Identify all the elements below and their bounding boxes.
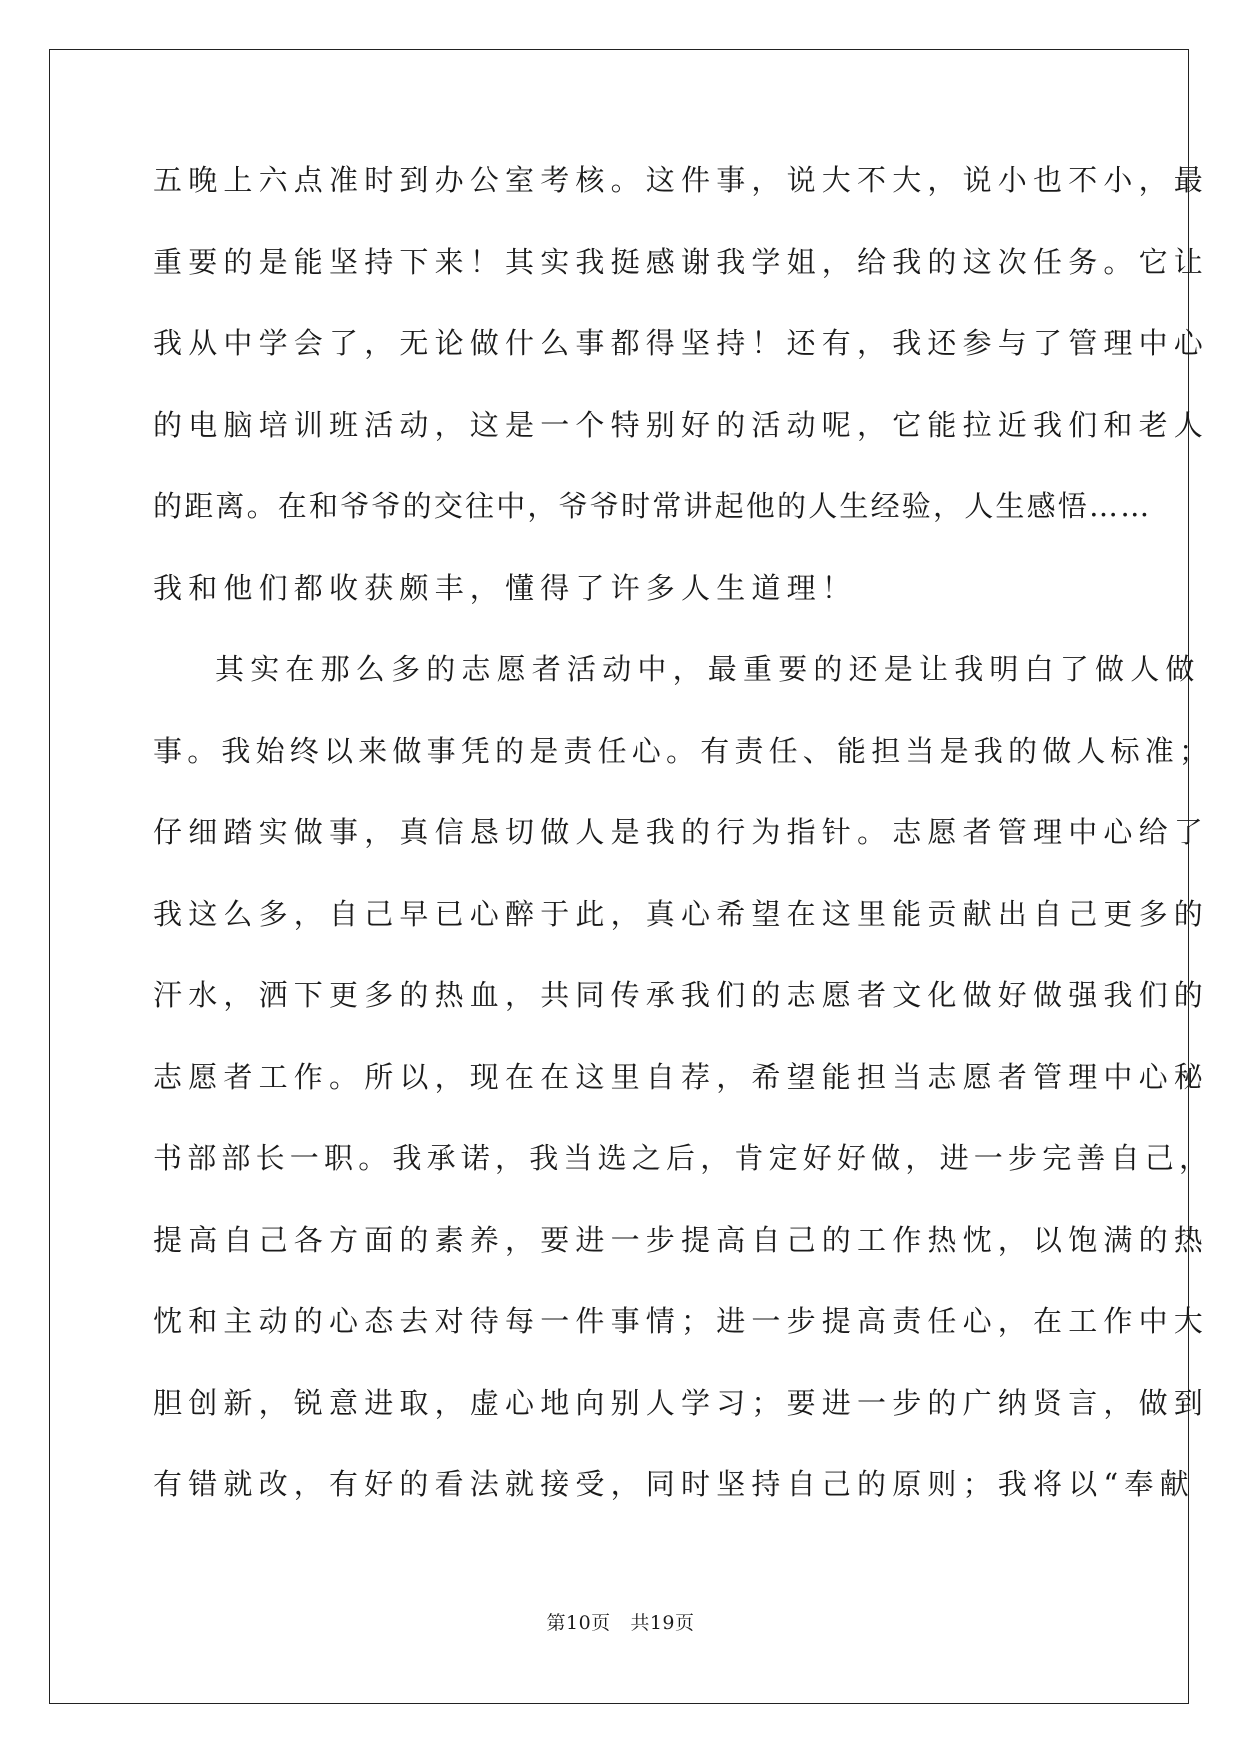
text-line: 有错就改，有好的看法就接受，同时坚持自己的原则；我将以“奉献	[153, 1467, 1195, 1501]
document-body	[153, 163, 1214, 1549]
page-number: 第10页	[546, 1612, 611, 1634]
text-line: 的距离。在和爷爷的交往中，爷爷时常讲起他的人生经验，人生感悟……	[153, 489, 1152, 523]
text-line: 书部部长一职。我承诺，我当选之后，肯定好好做，进一步完善自己，	[153, 1141, 1214, 1175]
text-line: 提高自己各方面的素养，要进一步提高自己的工作热忱，以饱满的热	[153, 1222, 1210, 1257]
text-line: 汗水，洒下更多的热血，共同传承我们的志愿者文化做好做强我们的	[153, 978, 1210, 1012]
text-line: 胆创新，锐意进取，虚心地向别人学习；要进一步的广纳贤言，做到	[153, 1385, 1210, 1420]
text-line: 我和他们都收获颇丰，懂得了许多人生道理！	[153, 570, 858, 605]
text-line: 忱和主动的心态去对待每一件事情；进一步提高责任心，在工作中大	[153, 1304, 1210, 1338]
text-line: 我这么多，自己早已心醉于此，真心希望在这里能贡献出自己更多的	[153, 896, 1210, 931]
page-footer	[0, 1611, 1241, 1635]
text-line: 事。我始终以来做事凭的是责任心。有责任、能担当是我的做人标准；	[153, 733, 1214, 768]
text-line: 重要的是能坚持下来！其实我挺感谢我学姐，给我的这次任务。它让	[153, 244, 1210, 279]
text-line: 志愿者工作。所以，现在在这里自荐，希望能担当志愿者管理中心秘	[153, 1059, 1210, 1094]
text-line: 的电脑培训班活动，这是一个特别好的活动呢，它能拉近我们和老人	[153, 407, 1210, 442]
paragraph-start-line: 其实在那么多的志愿者活动中，最重要的还是让我明白了做人做	[215, 652, 1201, 686]
text-line: 仔细踏实做事，真信恳切做人是我的行为指针。志愿者管理中心给了	[153, 815, 1210, 849]
text-line: 我从中学会了，无论做什么事都得坚持！还有，我还参与了管理中心	[153, 326, 1210, 360]
text-line: 五晚上六点准时到办公室考核。这件事，说大不大，说小也不小，最	[153, 163, 1210, 197]
page-total: 共19页	[630, 1612, 695, 1634]
